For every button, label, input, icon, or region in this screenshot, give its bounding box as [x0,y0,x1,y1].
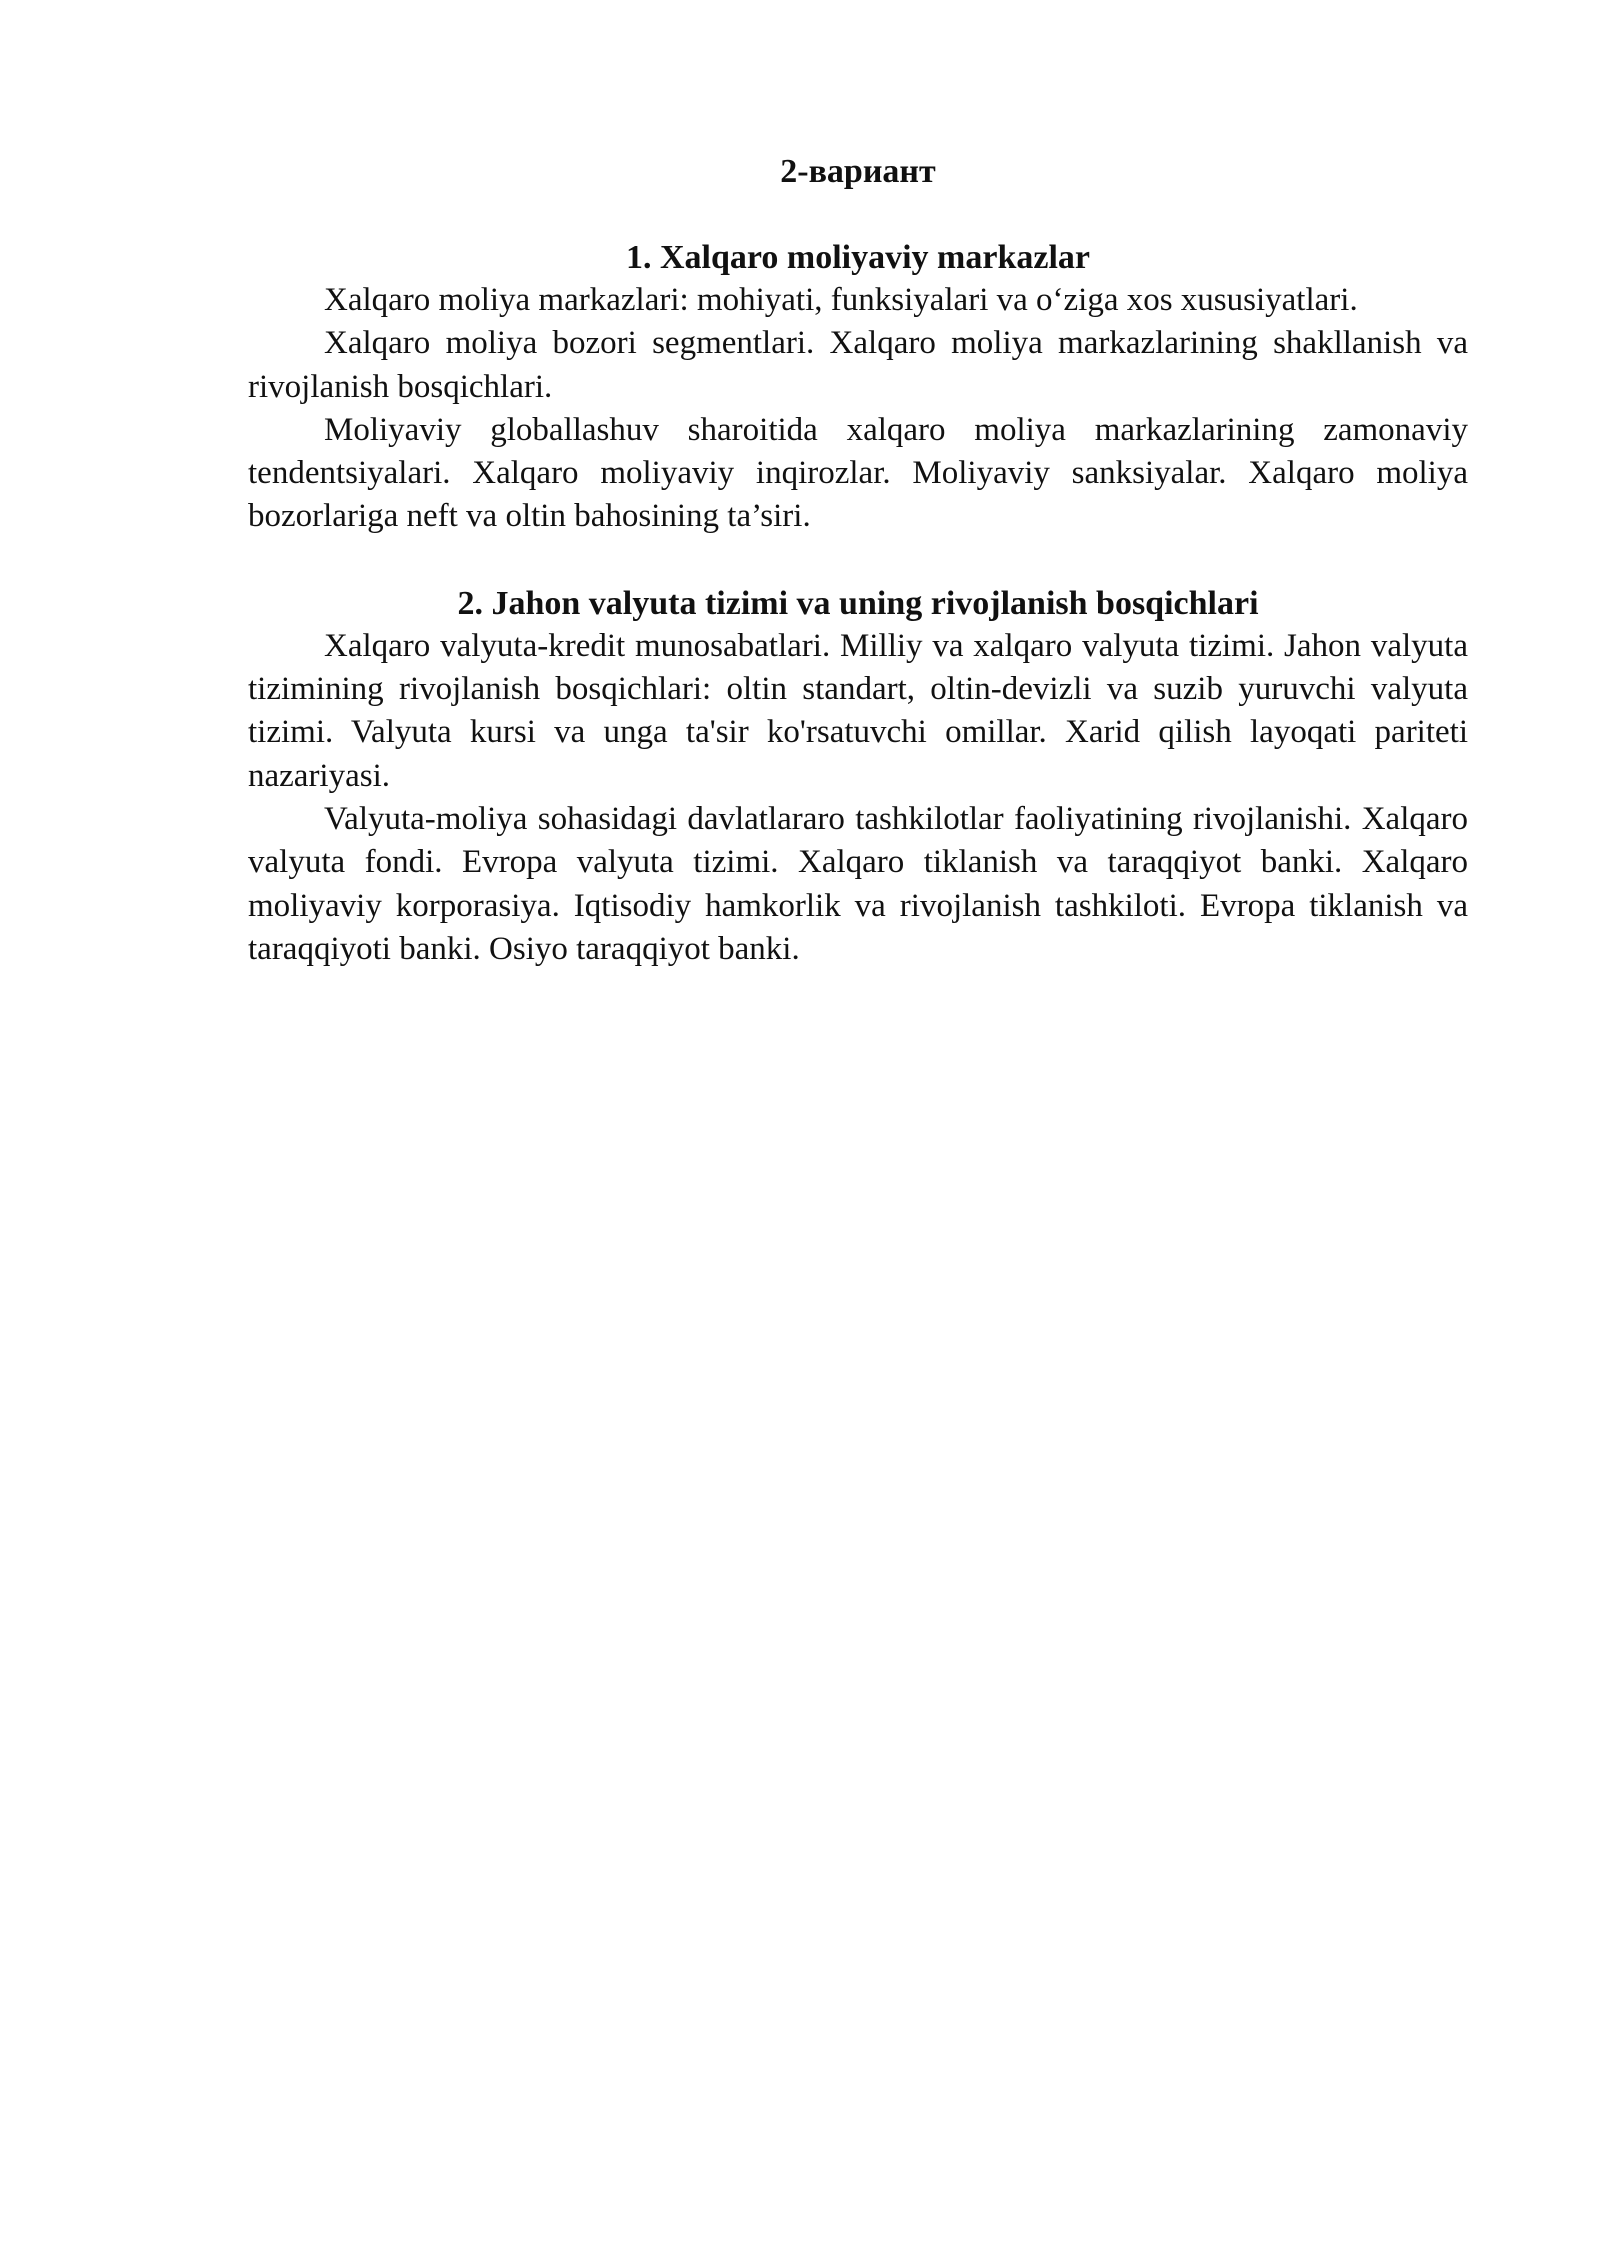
paragraph: Xalqaro moliya markazlari: mohiyati, funksiyalari va o‘ziga xos xususiyatlari. [324,282,1358,318]
paragraph: Xalqaro valyuta-kredit munosabatlari. Milliy va xalqaro valyuta tizimi. Jahon valyuta tizimining rivojlanish bosqichlari: oltin standart, oltin-devizli va suzib yuruvchi valyuta tizimi. Valyuta kursi va unga ta'sir ko'rsatuvchi omillar. Xarid qilish layoqati pariteti nazariyasi. [248,627,1468,794]
section-1 [248,236,1468,539]
section-title: 1. Xalqaro moliyaviy markazlar [626,239,1090,276]
document-page [248,150,1468,971]
paragraph: Xalqaro moliya bozori segmentlari. Xalqaro moliya markazlarining shakllanish va rivojlanish bosqichlari. [248,325,1468,405]
paragraph: Moliyaviy globallashuv sharoitida xalqaro moliya markazlarining zamonaviy tendentsiyalari. Xalqaro moliyaviy inqirozlar. Moliyaviy sanksiyalar. Xalqaro moliya bozorlariga neft va oltin bahosining ta’siri. [248,411,1468,535]
section-2 [248,582,1468,971]
paragraph: Valyuta-moliya sohasidagi davlatlararo tashkilotlar faoliyatining rivojlanishi. Xalqaro valyuta fondi. Evropa valyuta tizimi. Xalqaro tiklanish va taraqqiyot banki. Xalqaro moliyaviy korporasiya. Iqtisodiy hamkorlik va rivojlanish tashkiloti. Evropa tiklanish va taraqqiyoti banki. Osiyo taraqqiyot banki. [248,800,1468,967]
variant-title: 2-вариант [780,153,936,190]
section-title: 2. Jahon valyuta tizimi va uning rivojlanish bosqichlari [457,584,1259,622]
